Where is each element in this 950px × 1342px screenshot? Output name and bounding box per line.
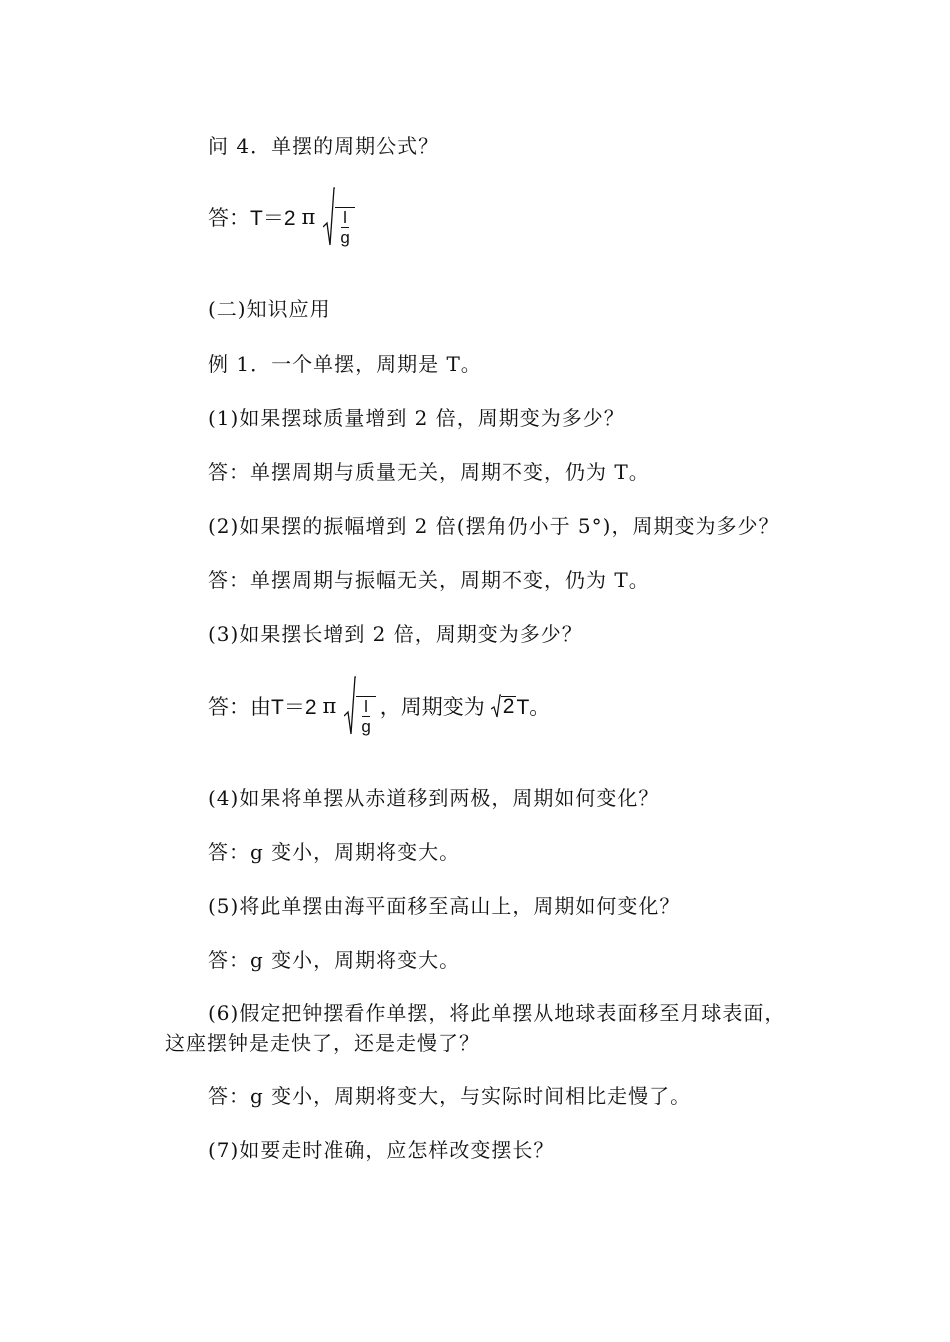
question-4b: (4)如果将单摆从赤道移到两极，周期如何变化？	[208, 786, 660, 810]
answer-3-formula	[208, 676, 550, 736]
pi-symbol: π	[322, 694, 337, 718]
radical-sign-icon	[491, 694, 501, 718]
fraction-numerator: l	[364, 697, 368, 716]
formula-suffix: T。	[516, 696, 551, 719]
radical-sign-icon	[323, 187, 335, 247]
example-1: 例 1．一个单摆，周期是 T。	[208, 352, 482, 376]
fraction	[356, 696, 375, 736]
question-2: (2)如果摆的振幅增到 2 倍(摆角仍小于 5°)，周期变为多少？	[208, 514, 780, 538]
pi-symbol: π	[301, 205, 316, 229]
fraction-denominator: g	[340, 228, 350, 247]
question-1: (1)如果摆球质量增到 2 倍，周期变为多少？	[208, 406, 625, 430]
question-3: (3)如果摆长增到 2 倍，周期变为多少？	[208, 622, 583, 646]
formula-prefix: 答：由T＝2	[208, 696, 317, 719]
square-root	[344, 676, 375, 736]
answer-5: 答：g 变小，周期将变大。	[208, 948, 461, 972]
formula-prefix: 答：T＝2	[208, 207, 296, 230]
question-5: (5)将此单摆由海平面移至高山上，周期如何变化？	[208, 894, 681, 918]
sqrt-two	[491, 694, 517, 718]
question-6	[165, 998, 805, 1058]
answer-1: 答：单摆周期与质量无关，周期不变，仍为 T。	[208, 460, 650, 484]
formula-middle-text: ，周期变为	[379, 696, 485, 719]
answer-2: 答：单摆周期与振幅无关，周期不变，仍为 T。	[208, 568, 650, 592]
question-4-answer-formula	[208, 187, 355, 247]
fraction-denominator: g	[361, 717, 371, 736]
answer-6: 答：g 变小，周期将变大，与实际时间相比走慢了。	[208, 1084, 692, 1108]
answer-4: 答：g 变小，周期将变大。	[208, 840, 461, 864]
question-7: (7)如要走时准确，应怎样改变摆长？	[208, 1138, 555, 1162]
radical-sign-icon	[344, 676, 356, 736]
question-6-text: (6)假定把钟摆看作单摆，将此单摆从地球表面移至月球表面，这座摆钟是走快了，还是走慢了？	[165, 1001, 786, 1055]
section-title: (二)知识应用	[208, 297, 331, 321]
sqrt-radicand: 2	[502, 694, 515, 718]
square-root	[323, 187, 354, 247]
fraction	[335, 207, 354, 247]
question-4: 问 4．单摆的周期公式？	[208, 134, 440, 158]
fraction-numerator: l	[343, 208, 347, 227]
